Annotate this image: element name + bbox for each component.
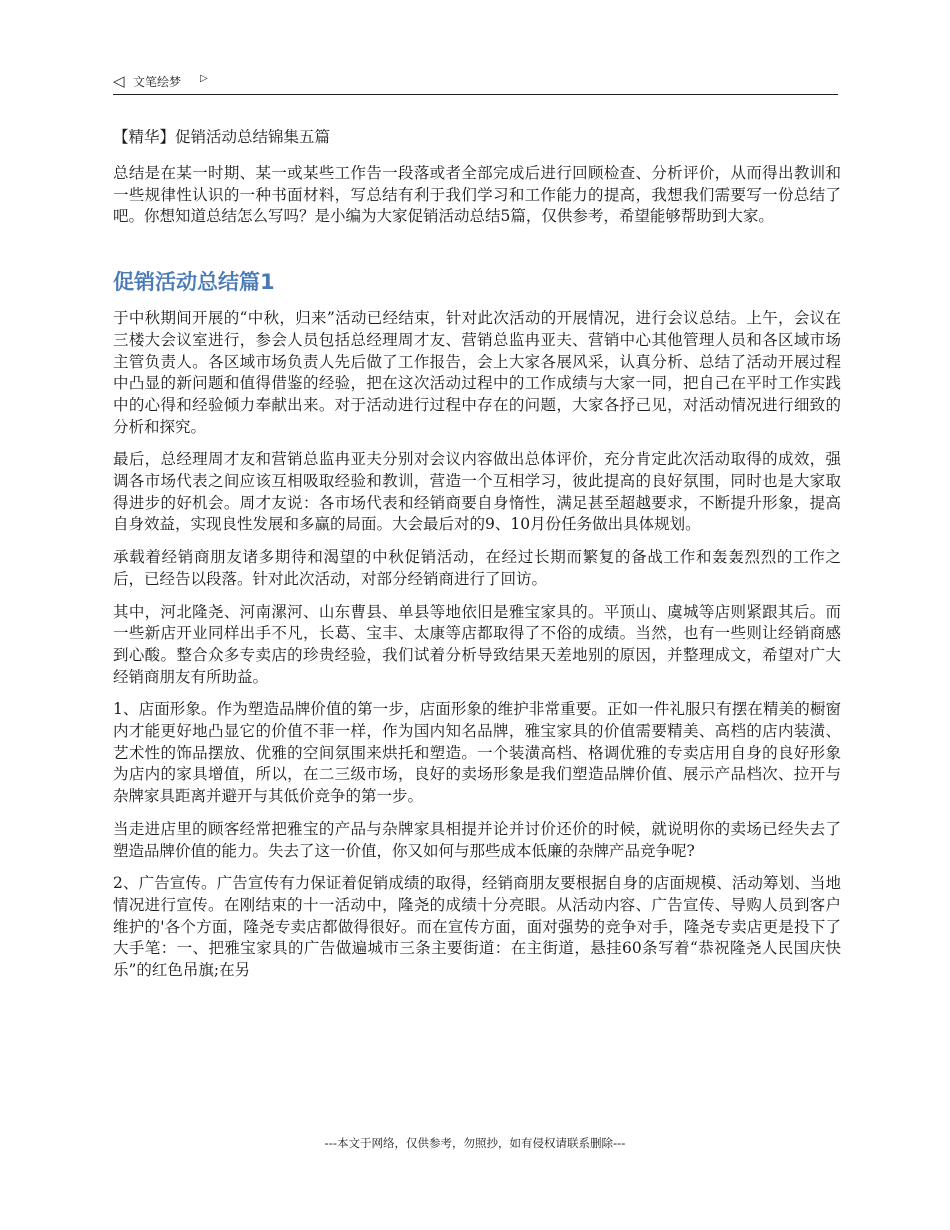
page-header: [113, 70, 838, 95]
document-title: 【精华】促销活动总结锦集五篇: [113, 128, 331, 146]
body-paragraph: 其中，河北隆尧、河南漯河、山东曹县、单县等地依旧是雅宝家具的。平顶山、虞城等店则紧跟其后。而一些新店开业同样出手不凡，长葛、宝丰、太康等店都取得了不俗的成绩。当然，也有一些则让经销商感到心酸。整合众多专卖店的珍贵经验，我们试着分析导致结果天差地别的原因，并整理成文，希望对广大经销商朋友有所助益。: [113, 602, 841, 686]
triangle-right-icon: ▷: [200, 73, 208, 84]
section-heading: 促销活动总结篇1: [113, 270, 275, 295]
document-body: [113, 125, 841, 993]
body-paragraph: 于中秋期间开展的“中秋，归来”活动已经结束，针对此次活动的开展情况，进行会议总结。上午，会议在三楼大会议室进行，参会人员包括总经理周才友、营销总监冉亚夫、营销中心其他管理人员和各区域市场主管负责人。各区域市场负责人先后做了工作报告，会上大家各展风采，认真分析、总结了活动开展过程中凸显的新问题和值得借鉴的经验，把在这次活动过程中的工作成绩与大家一同，把自己在平时工作实践中的心得和经验倾力奉献出来。对于活动进行过程中存在的问题，大家各抒己见，对活动情况进行细致的分析和探究。: [113, 309, 841, 436]
body-paragraph: 最后，总经理周才友和营销总监冉亚夫分别对会议内容做出总体评价，充分肯定此次活动取得的成效，强调各市场代表之间应该互相吸取经验和教训，营造一个互相学习，彼此提高的良好氛围，同时也是大家取得进步的好机会。周才友说：各市场代表和经销商要自身惰性，满足甚至超越要求，不断提升形象，提高自身效益，实现良性发展和多赢的局面。大会最后对的9、10月份任务做出具体规划。: [113, 450, 841, 534]
body-paragraph: 2、广告宣传。广告宣传有力保证着促销成绩的取得，经销商朋友要根据自身的店面规模、活动筹划、当地情况进行宣传。在刚结束的十一活动中，隆尧的成绩十分亮眼。从活动内容、广告宣传、导购人员到客户维护的'各个方面，隆尧专卖店都做得很好。而在宣传方面，面对强势的竞争对手，隆尧专卖店更是投下了大手笔：一、把雅宝家具的广告做遍城市三条主要街道：在主街道，悬挂60条写着“恭祝隆尧人民国庆快乐”的红色吊旗;在另: [113, 874, 841, 980]
body-paragraph: 1、店面形象。作为塑造品牌价值的第一步，店面形象的维护非常重要。正如一件礼服只有摆在精美的橱窗内才能更好地凸显它的价值不菲一样，作为国内知名品牌，雅宝家具的价值需要精美、高档的店内装潢、艺术性的饰品摆放、优雅的空间氛围来烘托和塑造。一个装潢高档、格调优雅的专卖店用自身的良好形象为店内的家具增值，所以，在二三级市场，良好的卖场形象是我们塑造品牌价值、展示产品档次、拉开与杂牌家具距离并避开与其低价竞争的第一步。: [113, 700, 841, 806]
intro-paragraph: 总结是在某一时期、某一或某些工作告一段落或者全部完成后进行回顾检查、分析评价，从而得出教训和一些规律性认识的一种书面材料，写总结有利于我们学习和工作能力的提高，我想我们需要写一份总结了吧。你想知道总结怎么写吗？是小编为大家促销活动总结5篇，仅供参考，希望能够帮助到大家。: [113, 164, 841, 226]
body-paragraph: 承载着经销商朋友诸多期待和渴望的中秋促销活动，在经过长期而繁复的备战工作和轰轰烈烈的工作之后，已经告以段落。针对此次活动，对部分经销商进行了回访。: [113, 548, 841, 588]
brand-name: 文笔绘梦: [133, 75, 182, 89]
triangle-left-icon: ◁: [113, 72, 125, 90]
body-paragraph: 当走进店里的顾客经常把雅宝的产品与杂牌家具相提并论并讨价还价的时候，就说明你的卖场已经失去了塑造品牌价值的能力。失去了这一价值，你又如何与那些成本低廉的杂牌产品竞争呢?: [113, 819, 841, 860]
footer-notice: ---本文于网络，仅供参考，勿照抄，如有侵权请联系删除---: [324, 1136, 626, 1150]
